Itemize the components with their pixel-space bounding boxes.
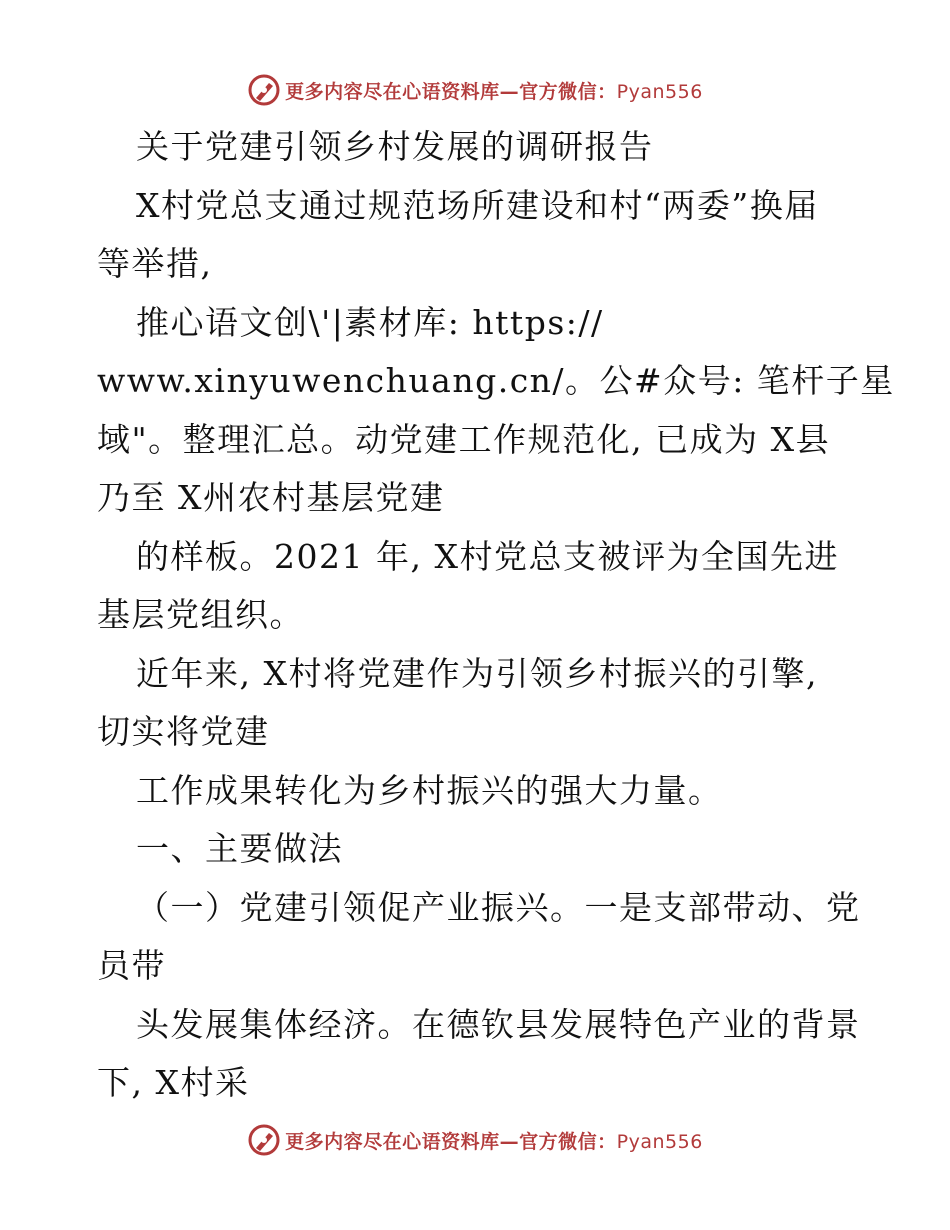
watermark-account: Pyan556 (616, 1130, 703, 1153)
text-line: 切实将党建 (97, 712, 270, 751)
text-line: 一、主要做法 (136, 829, 343, 868)
text-line: 域"。整理汇总。动党建工作规范化, 已成为 X县 (97, 419, 831, 459)
text-line: 头发展集体经济。在德钦县发展特色产业的背景 (136, 1004, 861, 1044)
watermark-account: Pyan556 (616, 80, 703, 103)
text-line: 的样板。2021 年, X村党总支被评为全国先进 (136, 536, 839, 576)
text-line: 员带 (97, 946, 166, 985)
text-line: 关于党建引领乡村发展的调研报告 (136, 127, 654, 166)
pen-circle-icon (247, 1123, 281, 1157)
text-line: （一）党建引领促产业振兴。一是支部带动、党 (136, 887, 861, 927)
footer-watermark (0, 1120, 950, 1160)
text-line: 基层党组织。 (97, 595, 304, 634)
text-line: X村党总支通过规范场所建设和村“两委”换届 (136, 185, 819, 225)
text-line: 近年来, X村将党建作为引领乡村振兴的引擎, (136, 653, 818, 693)
text-line: 下, X村采 (97, 1063, 250, 1102)
text-line: 等举措, (97, 244, 213, 283)
pen-circle-icon (247, 73, 281, 107)
document-body (97, 118, 895, 1113)
text-line: 乃至 X州农村基层党建 (97, 478, 445, 517)
text-line: www.xinyuwenchuang.cn/。公#众号: 笔杆子星 (97, 361, 895, 400)
watermark-text (285, 1127, 703, 1154)
watermark-label: 更多内容尽在心语资料库—官方微信： (285, 80, 617, 103)
watermark-text (285, 77, 703, 104)
text-line: 工作成果转化为乡村振兴的强大力量。 (136, 770, 723, 810)
text-line: 推心语文创\'|素材库: https:// (136, 302, 604, 342)
header-watermark (0, 70, 950, 110)
watermark-label: 更多内容尽在心语资料库—官方微信： (285, 1130, 617, 1153)
